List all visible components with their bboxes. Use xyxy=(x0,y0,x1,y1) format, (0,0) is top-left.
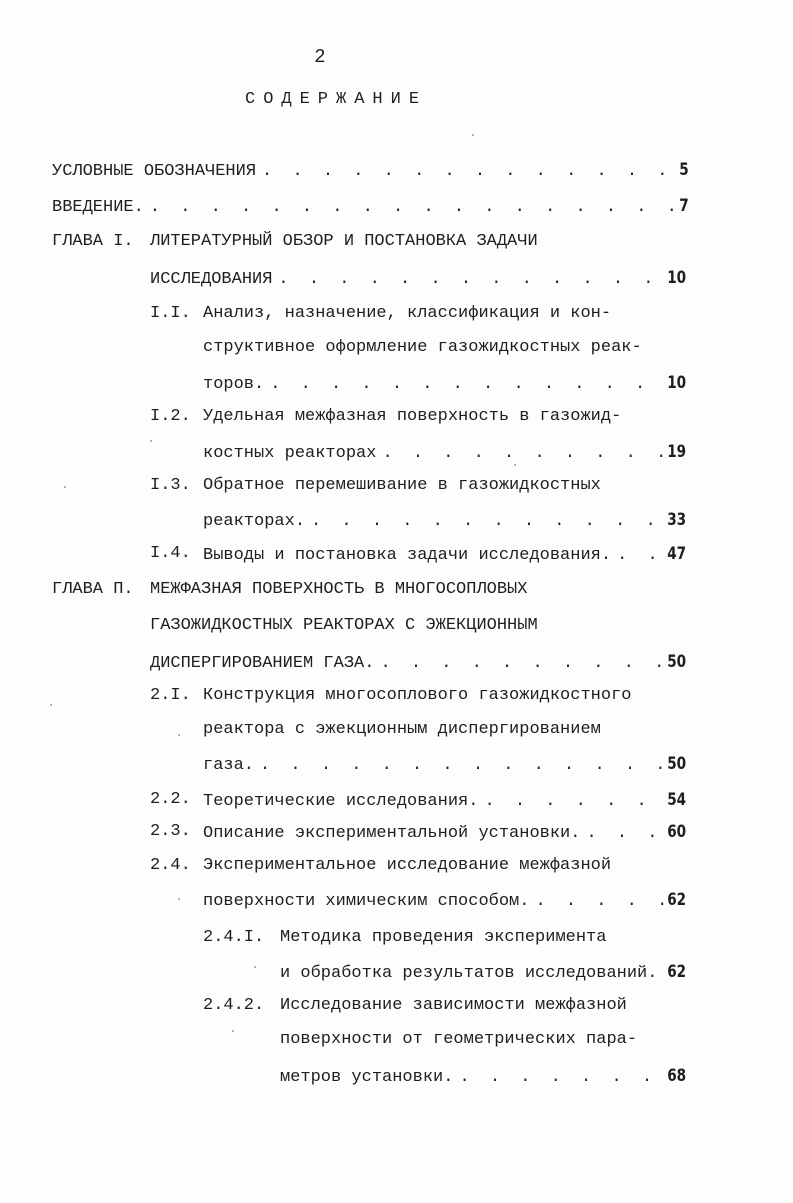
page-title: СОДЕРЖАНИЕ xyxy=(245,90,428,109)
page-ref: 62 xyxy=(667,962,687,982)
chapter-title-line: ГАЗОЖИДКОСТНЫХ РЕАКТОРАХ С ЭЖЕКЦИОННЫМ xyxy=(150,616,538,635)
page-ref: 50 xyxy=(667,652,687,672)
subsection-title-line: поверхности от геометрических пара- xyxy=(280,1030,638,1049)
leader-dots xyxy=(611,544,664,566)
section-number: I.2. xyxy=(150,407,191,426)
page-ref: 19 xyxy=(667,442,687,462)
toc-entry-symbols[interactable]: УСЛОВНЫЕ ОБОЗНАЧЕНИЯ . . . 5 xyxy=(52,158,692,182)
section-number: I.4. xyxy=(150,544,191,563)
page-ref: 60 xyxy=(667,822,687,842)
leader-dots xyxy=(264,373,664,395)
scan-speck xyxy=(150,440,152,442)
toc-entry-chapter-1[interactable]: ИССЛЕДОВАНИЯ . . . 10 xyxy=(150,266,692,290)
chapter-title-line: ЛИТЕРАТУРНЫЙ ОБЗОР И ПОСТАНОВКА ЗАДАЧИ xyxy=(150,232,538,251)
chapter-label: ГЛАВА П. xyxy=(52,580,134,599)
page-ref: 7 xyxy=(679,196,689,216)
subsection-title-line: Исследование зависимости межфазной xyxy=(280,996,627,1015)
toc-entry-section-1-3[interactable]: реакторах. . . . 33 xyxy=(203,508,692,532)
page-ref: 68 xyxy=(667,1066,687,1086)
leader-dots xyxy=(374,652,664,674)
subsection-number: 2.4.I. xyxy=(203,928,265,947)
section-title-line: структивное оформление газожидкостных реак- xyxy=(203,338,642,357)
toc-entry-intro[interactable]: ВВЕДЕНИЕ. . . . 7 xyxy=(52,194,692,218)
page-ref: 50 xyxy=(667,754,687,774)
toc-entry-subsection-2-4-1[interactable]: и обработка результатов исследований. . . . 62 xyxy=(280,960,692,984)
section-number: 2.I. xyxy=(150,686,191,705)
page-ref: 62 xyxy=(667,890,687,910)
leader-dots xyxy=(144,196,676,218)
toc-entry-section-2-4[interactable]: поверхности химическим способом. . . . 62 xyxy=(203,888,692,912)
scan-speck xyxy=(64,486,66,488)
scan-speck xyxy=(232,1030,234,1032)
chapter-label: ГЛАВА I. xyxy=(52,232,134,251)
subsection-number: 2.4.2. xyxy=(203,996,265,1015)
scan-speck xyxy=(50,704,52,706)
toc-entry-section-2-3[interactable]: Описание экспериментальной установки. . . . 60 xyxy=(203,820,692,844)
leader-dots xyxy=(580,822,664,844)
toc-entry-section-2-1[interactable]: газа. . . . 50 xyxy=(203,752,692,776)
leader-dots xyxy=(254,754,664,776)
section-number: I.3. xyxy=(150,476,191,495)
scan-speck xyxy=(178,898,180,900)
leader-dots xyxy=(256,160,676,182)
leader-dots xyxy=(529,890,664,912)
page-ref: 54 xyxy=(667,790,687,810)
page-ref: 5 xyxy=(679,160,689,180)
section-number: I.I. xyxy=(150,304,191,323)
toc-entry-section-1-4[interactable]: Выводы и постановка задачи исследования. . . . 47 xyxy=(203,542,692,566)
section-number: 2.3. xyxy=(150,822,191,841)
chapter-title-line: МЕЖФАЗНАЯ ПОВЕРХНОСТЬ В МНОГОСОПЛОВЫХ xyxy=(150,580,528,599)
section-title-line: Удельная межфазная поверхность в газожид- xyxy=(203,407,622,426)
toc-entry-section-1-1[interactable]: торов. . . . 10 xyxy=(203,371,692,395)
toc-entry-section-1-2[interactable]: костных реакторах . . . 19 xyxy=(203,440,692,464)
section-number: 2.4. xyxy=(150,856,191,875)
scan-speck xyxy=(514,464,516,466)
page-ref: 10 xyxy=(667,373,687,393)
toc-entry-subsection-2-4-2[interactable]: метров установки. . . . 68 xyxy=(280,1064,692,1088)
leader-dots xyxy=(376,442,664,464)
section-title-line: Анализ, назначение, классификация и кон- xyxy=(203,304,612,323)
page-ref: 10 xyxy=(667,268,687,288)
section-number: 2.2. xyxy=(150,790,191,809)
toc-entry-section-2-2[interactable]: Теоретические исследования. . . . 54 xyxy=(203,788,692,812)
subsection-title-line: Методика проведения эксперимента xyxy=(280,928,607,947)
section-title-line: реактора с эжекционным диспергированием xyxy=(203,720,601,739)
leader-dots xyxy=(453,1066,664,1088)
toc-entry-chapter-2[interactable]: ДИСПЕРГИРОВАНИЕМ ГАЗА. . . . 50 xyxy=(150,650,692,674)
section-title-line: Экспериментальное исследование межфазной xyxy=(203,856,612,875)
section-title-line: Обратное перемешивание в газожидкостных xyxy=(203,476,601,495)
leader-dots xyxy=(305,510,664,532)
scan-speck xyxy=(254,966,256,968)
section-title-line: Конструкция многосоплового газожидкостного xyxy=(203,686,632,705)
page-number: 2 xyxy=(314,46,326,68)
leader-dots xyxy=(272,268,664,290)
page-ref: 33 xyxy=(667,510,687,530)
scan-speck xyxy=(178,734,180,736)
page-ref: 47 xyxy=(667,544,687,564)
leader-dots xyxy=(478,790,664,812)
scan-speck xyxy=(472,134,474,136)
